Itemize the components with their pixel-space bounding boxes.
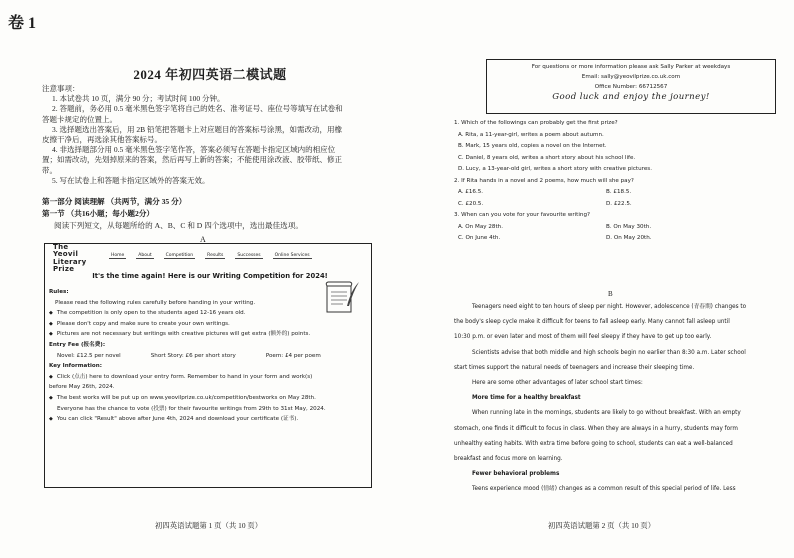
question-2-options	[454, 187, 784, 210]
passage-line: stomach, one finds it difficult to focus in class. When they are always in a hurry, students may form	[454, 425, 738, 432]
slogan: Good luck and enjoy the journey!	[552, 92, 710, 102]
passage-line: Teenagers need eight to ten hours of sleep per night. However, adolescence (青春期) changes to	[472, 304, 747, 310]
passage-a-label: A	[200, 235, 206, 244]
question-option: D. On May 20th.	[606, 235, 652, 241]
nav-results: Results	[207, 253, 224, 258]
note-line: 答题卡规定的位置上。	[42, 114, 117, 124]
question-option: A. £16.5.	[458, 189, 484, 195]
section-heading: 第一节 （共16小题；每小题2分）	[42, 209, 155, 218]
entry-fee-title: Entry Fee (报名费):	[49, 341, 106, 348]
exam-title: 2024 年初四英语二模试题	[133, 67, 287, 82]
poster-body	[49, 287, 369, 425]
question-option: D. Lucy, a 13-year-old girl, writes a short story with creative pictures.	[458, 166, 652, 172]
fee-novel: Novel: £12.5 per novel	[57, 352, 121, 359]
question-2-stem: 2. If Rita hands in a novel and 2 poems, how much will she pay?	[454, 177, 634, 184]
nav-home: Home	[111, 253, 125, 258]
question-option: B. £18.5.	[606, 189, 632, 195]
passage-line: unhealthy eating habits. With extra time before going to school, students can eat a well-balanced	[454, 440, 733, 447]
notes-heading: 注意事项：	[42, 84, 80, 93]
rules-intro: Please read the following rules carefully before handing in your writing.	[55, 299, 256, 306]
passage-line: the body's sleep cycle make it difficult for teens to fall asleep early. Many cannot fall asleep until	[454, 319, 730, 326]
note-line: 5. 写在试卷上和答题卡指定区域外的答案无效。	[52, 175, 210, 185]
question-option: C. £20.5.	[458, 200, 484, 207]
question-option: A. Rita, a 11-year-girl, writes a poem about autumn.	[458, 131, 604, 138]
fee-short-story: Short Story: £6 per short story	[150, 352, 236, 359]
poster-nav	[109, 253, 312, 259]
rule-item: ◆ Please don't copy and make sure to create your own writings.	[49, 319, 369, 330]
passage-line: breakfast and focus more on learning.	[454, 456, 563, 463]
question-option: C. On June 4th.	[458, 235, 501, 241]
passage-b-label: B	[608, 290, 613, 298]
key-info-item: ◆ Click (点击) here to download your entry form. Remember to hand in your form and work(s)	[49, 372, 369, 383]
question-3-options	[454, 222, 784, 245]
poster-headline: It's the time again! Here is our Writing Competition for 2024!	[92, 272, 328, 280]
question-1-stem: 1. Which of the followings can probably get the first prize?	[454, 120, 618, 126]
passage-line: When running late in the mornings, students are likely to go without breakfast. With an empty	[472, 410, 741, 417]
note-line: 4. 非选择题部分用 0.5 毫米黑色签字笔作答，答案必须写在答题卡指定区域内的相应位	[52, 145, 336, 155]
note-line: 1. 本试卷共 10 页，满分 90 分；考试时间 100 分钟。	[52, 94, 225, 104]
passage-line: Here are some other advantages of later school start times:	[472, 380, 643, 387]
key-info-continuation: before May 26th, 2024.	[49, 384, 115, 391]
question-option: D. £22.5.	[606, 200, 632, 207]
key-info-item: ◆ The best works will be put up on www.yeovilprize.co.uk/competition/bestworks on May 28th.	[49, 393, 369, 404]
key-info-title: Key Information:	[49, 363, 102, 370]
note-line: 皮擦干净后，再选涂其他答案标号。	[42, 135, 162, 145]
question-3-stem: 3. When can you vote for your favourite writing?	[454, 212, 590, 218]
passage-subheading: Fewer behavioral problems	[472, 471, 560, 478]
rule-item: ◆ Pictures are not necessary but writings with creative pictures will get extra (额外的) points.	[49, 329, 369, 340]
exam-notes	[42, 84, 372, 186]
passage-line: 10:30 p.m. or even later and most of them will feel sleepy if they have to get up too early.	[454, 334, 712, 341]
paper-label: 卷 1	[8, 15, 37, 32]
nav-competition: Competition	[165, 253, 194, 258]
passage-b	[454, 300, 784, 498]
page-footer: 初四英语试题第 1 页（共 10 页）	[155, 521, 263, 530]
contact-box	[486, 59, 776, 114]
key-info-item: ◆ You can click "Result" above after June 4th, 2024 and download your certificate (证书).	[49, 414, 369, 425]
note-line: 2. 答题前，务必用 0.5 毫米黑色签字笔将自己的姓名、准考证号、座位号等填写在试卷和	[52, 104, 343, 114]
yeovil-prize-logo: The Yeovil Literary Prize	[53, 243, 87, 274]
nav-about: About	[138, 253, 152, 258]
passage-line: Scientists advise that both middle and high schools begin no earlier than 8:30 a.m. Later school	[472, 349, 746, 356]
contact-line: For questions or more information please ask Sally Parker at weekdays	[531, 64, 731, 70]
contact-email: Email: sally@yeovilprize.co.uk.com	[581, 74, 681, 80]
question-list	[454, 118, 784, 245]
passage-line: start times support the natural needs of teenagers and increase their sleeping time.	[454, 364, 695, 371]
note-line: 置；如需改动，先划掉原来的答案，然后再写上新的答案；不能使用涂改液、胶带纸、修正	[42, 155, 342, 165]
page-footer: 初四英语试题第 2 页（共 10 页）	[548, 521, 656, 530]
question-option: C. Daniel, 8 years old, writes a short story about his school life.	[458, 154, 636, 161]
right-page	[430, 0, 794, 558]
section-instruction: 阅读下列短文，从每题所给的 A、B、C 和 D 四个选项中，选出最佳选项。	[54, 221, 303, 230]
passage-subheading: More time for a healthy breakfast	[472, 395, 581, 402]
question-option: A. On May 28th.	[458, 223, 503, 230]
question-option: B. Mark, 15 years old, copies a novel on the Internet.	[458, 143, 607, 149]
rules-title: Rules:	[49, 289, 69, 295]
fee-poem: Poem: £4 per poem	[265, 352, 321, 359]
fee-list	[49, 351, 369, 362]
key-info-continuation: Everyone has the chance to vote (投票) for their favourite writings from 29th to 31st May, 2024.	[57, 405, 326, 412]
note-line: 带。	[42, 165, 57, 175]
competition-poster	[44, 243, 372, 488]
passage-line: Teens experience mood (情绪) changes as a common result of this special period of life. Less	[472, 486, 736, 493]
question-option: B. On May 30th.	[606, 223, 652, 230]
nav-online-services: Online Services	[274, 253, 310, 258]
contact-office-number: Office Number: 66712567	[594, 84, 668, 90]
part-heading: 第一部分 阅读理解 （共两节，满分 35 分）	[42, 197, 187, 206]
nav-successes: Successes	[237, 253, 261, 258]
rule-item: ◆ The competition is only open to the students aged 12-16 years old.	[49, 308, 369, 319]
note-line: 3. 选择题选出答案后，用 2B 铅笔把答题卡上对应题目的答案标号涂黑，如需改动，用橡	[52, 124, 343, 134]
